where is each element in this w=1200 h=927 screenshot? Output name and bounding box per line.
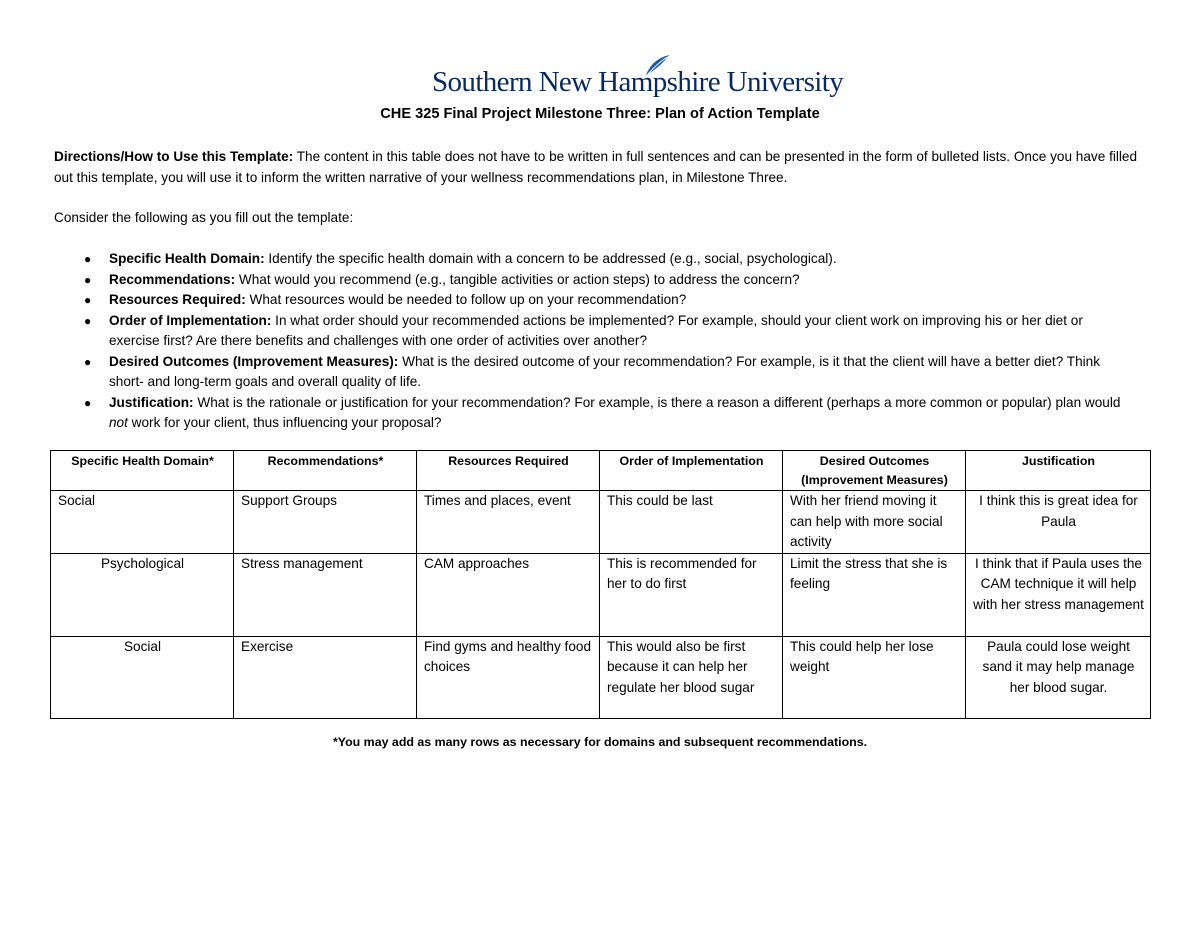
bullet-icon: ● [84,252,92,266]
table-cell: Exercise [234,636,417,718]
bullet-text: work for your client, thus influencing your proposal? [127,415,442,430]
table-cell: Support Groups [234,491,417,554]
bullet-text-emphasis: not [109,415,128,430]
table-cell: Times and places, event [417,491,600,554]
table-cell: Stress management [234,553,417,636]
table-cell: CAM approaches [417,553,600,636]
table-row [51,636,1151,718]
bullet-label: Order of Implementation: [109,312,272,328]
table-cell: This could help her lose weight [783,636,966,718]
bullet-label: Recommendations: [109,271,236,287]
bullet-icon: ● [84,272,92,287]
bullet-text: Identify the specific health domain with a concern to be addressed (e.g., social, psychological). [264,251,837,266]
header-cell: Desired Outcomes (Improvement Measures) [783,451,966,491]
table-cell: I think that if Paula uses the CAM technique it will help with her stress management [966,553,1151,636]
header-cell: Recommendations* [234,451,417,491]
list-item [54,311,1134,352]
table-row [51,491,1151,554]
bullet-text: What resources would be needed to follow up on your recommendation? [245,292,687,307]
header-cell: Specific Health Domain* [51,451,234,491]
university-logo [432,54,844,102]
directions-text: The content in this table does not have to be written in full sentences and can be presented in the form of bulleted lists. Once you have filled out this template, you will use it to inform the written narrative of your wellness recommendations plan, in Milestone Three. [54,149,1138,185]
directions-paragraph [54,147,1154,188]
table-cell: Paula could lose weight sand it may help manage her blood sugar. [966,636,1151,718]
table-header-row [51,451,1151,491]
guidance-list [54,249,1134,434]
bullet-label: Specific Health Domain: [109,251,265,266]
table-cell: Find gyms and healthy food choices [417,636,600,718]
list-item [54,270,1134,291]
table-cell: With her friend moving it can help with more social activity [783,491,966,554]
bullet-label: Resources Required: [109,292,246,307]
table-cell: Limit the stress that she is feeling [783,553,966,636]
bullet-icon: ● [84,354,92,369]
table-cell: Social [51,491,234,554]
bullet-label: Justification: [109,394,194,410]
table-cell: Psychological [51,553,234,636]
bullet-icon: ● [84,293,92,307]
bullet-text: In what order should your recommended actions be implemented? For example, should your client work on improving his or her diet or exercise first? Are there benefits and challenges with one order of activities over another? [109,312,1083,348]
bullet-icon: ● [84,313,92,328]
table-cell: This could be last [600,491,783,554]
list-item [54,393,1134,434]
bullet-text: What would you recommend (e.g., tangible activities or action steps) to address the concern? [235,271,800,287]
consider-paragraph: Consider the following as you fill out the template: [54,210,354,225]
logo-wordmark: Southern New Hampshire University [432,66,844,98]
table-cell: I think this is great idea for Paula [966,491,1151,554]
plan-of-action-table [50,450,1151,719]
bullet-icon: ● [84,395,92,410]
table-row [51,553,1151,636]
directions-label: Directions/How to Use this Template: [54,149,294,164]
header-cell: Order of Implementation [600,451,783,491]
header-cell: Justification [966,451,1151,491]
table-cell: This is recommended for her to do first [600,553,783,636]
list-item [54,352,1134,393]
bullet-label: Desired Outcomes (Improvement Measures): [109,353,399,369]
table-cell: This would also be first because it can help her regulate her blood sugar [600,636,783,718]
table-footnote: *You may add as many rows as necessary for domains and subsequent recommendations. [332,735,868,749]
bullet-text: What is the rationale or justification for your recommendation? For example, is there a reason a different (perhaps a more common or popular) plan would [193,394,1121,410]
page-title: CHE 325 Final Project Milestone Three: Plan of Action Template [380,106,820,122]
bullet-text: What is the desired outcome of your recommendation? For example, is it that the client will have a better diet? Think short- and long-term goals and overall quality of life. [109,353,1101,389]
table-cell: Social [51,636,234,718]
list-item [54,249,1134,270]
header-cell: Resources Required [417,451,600,491]
list-item [54,290,1134,311]
